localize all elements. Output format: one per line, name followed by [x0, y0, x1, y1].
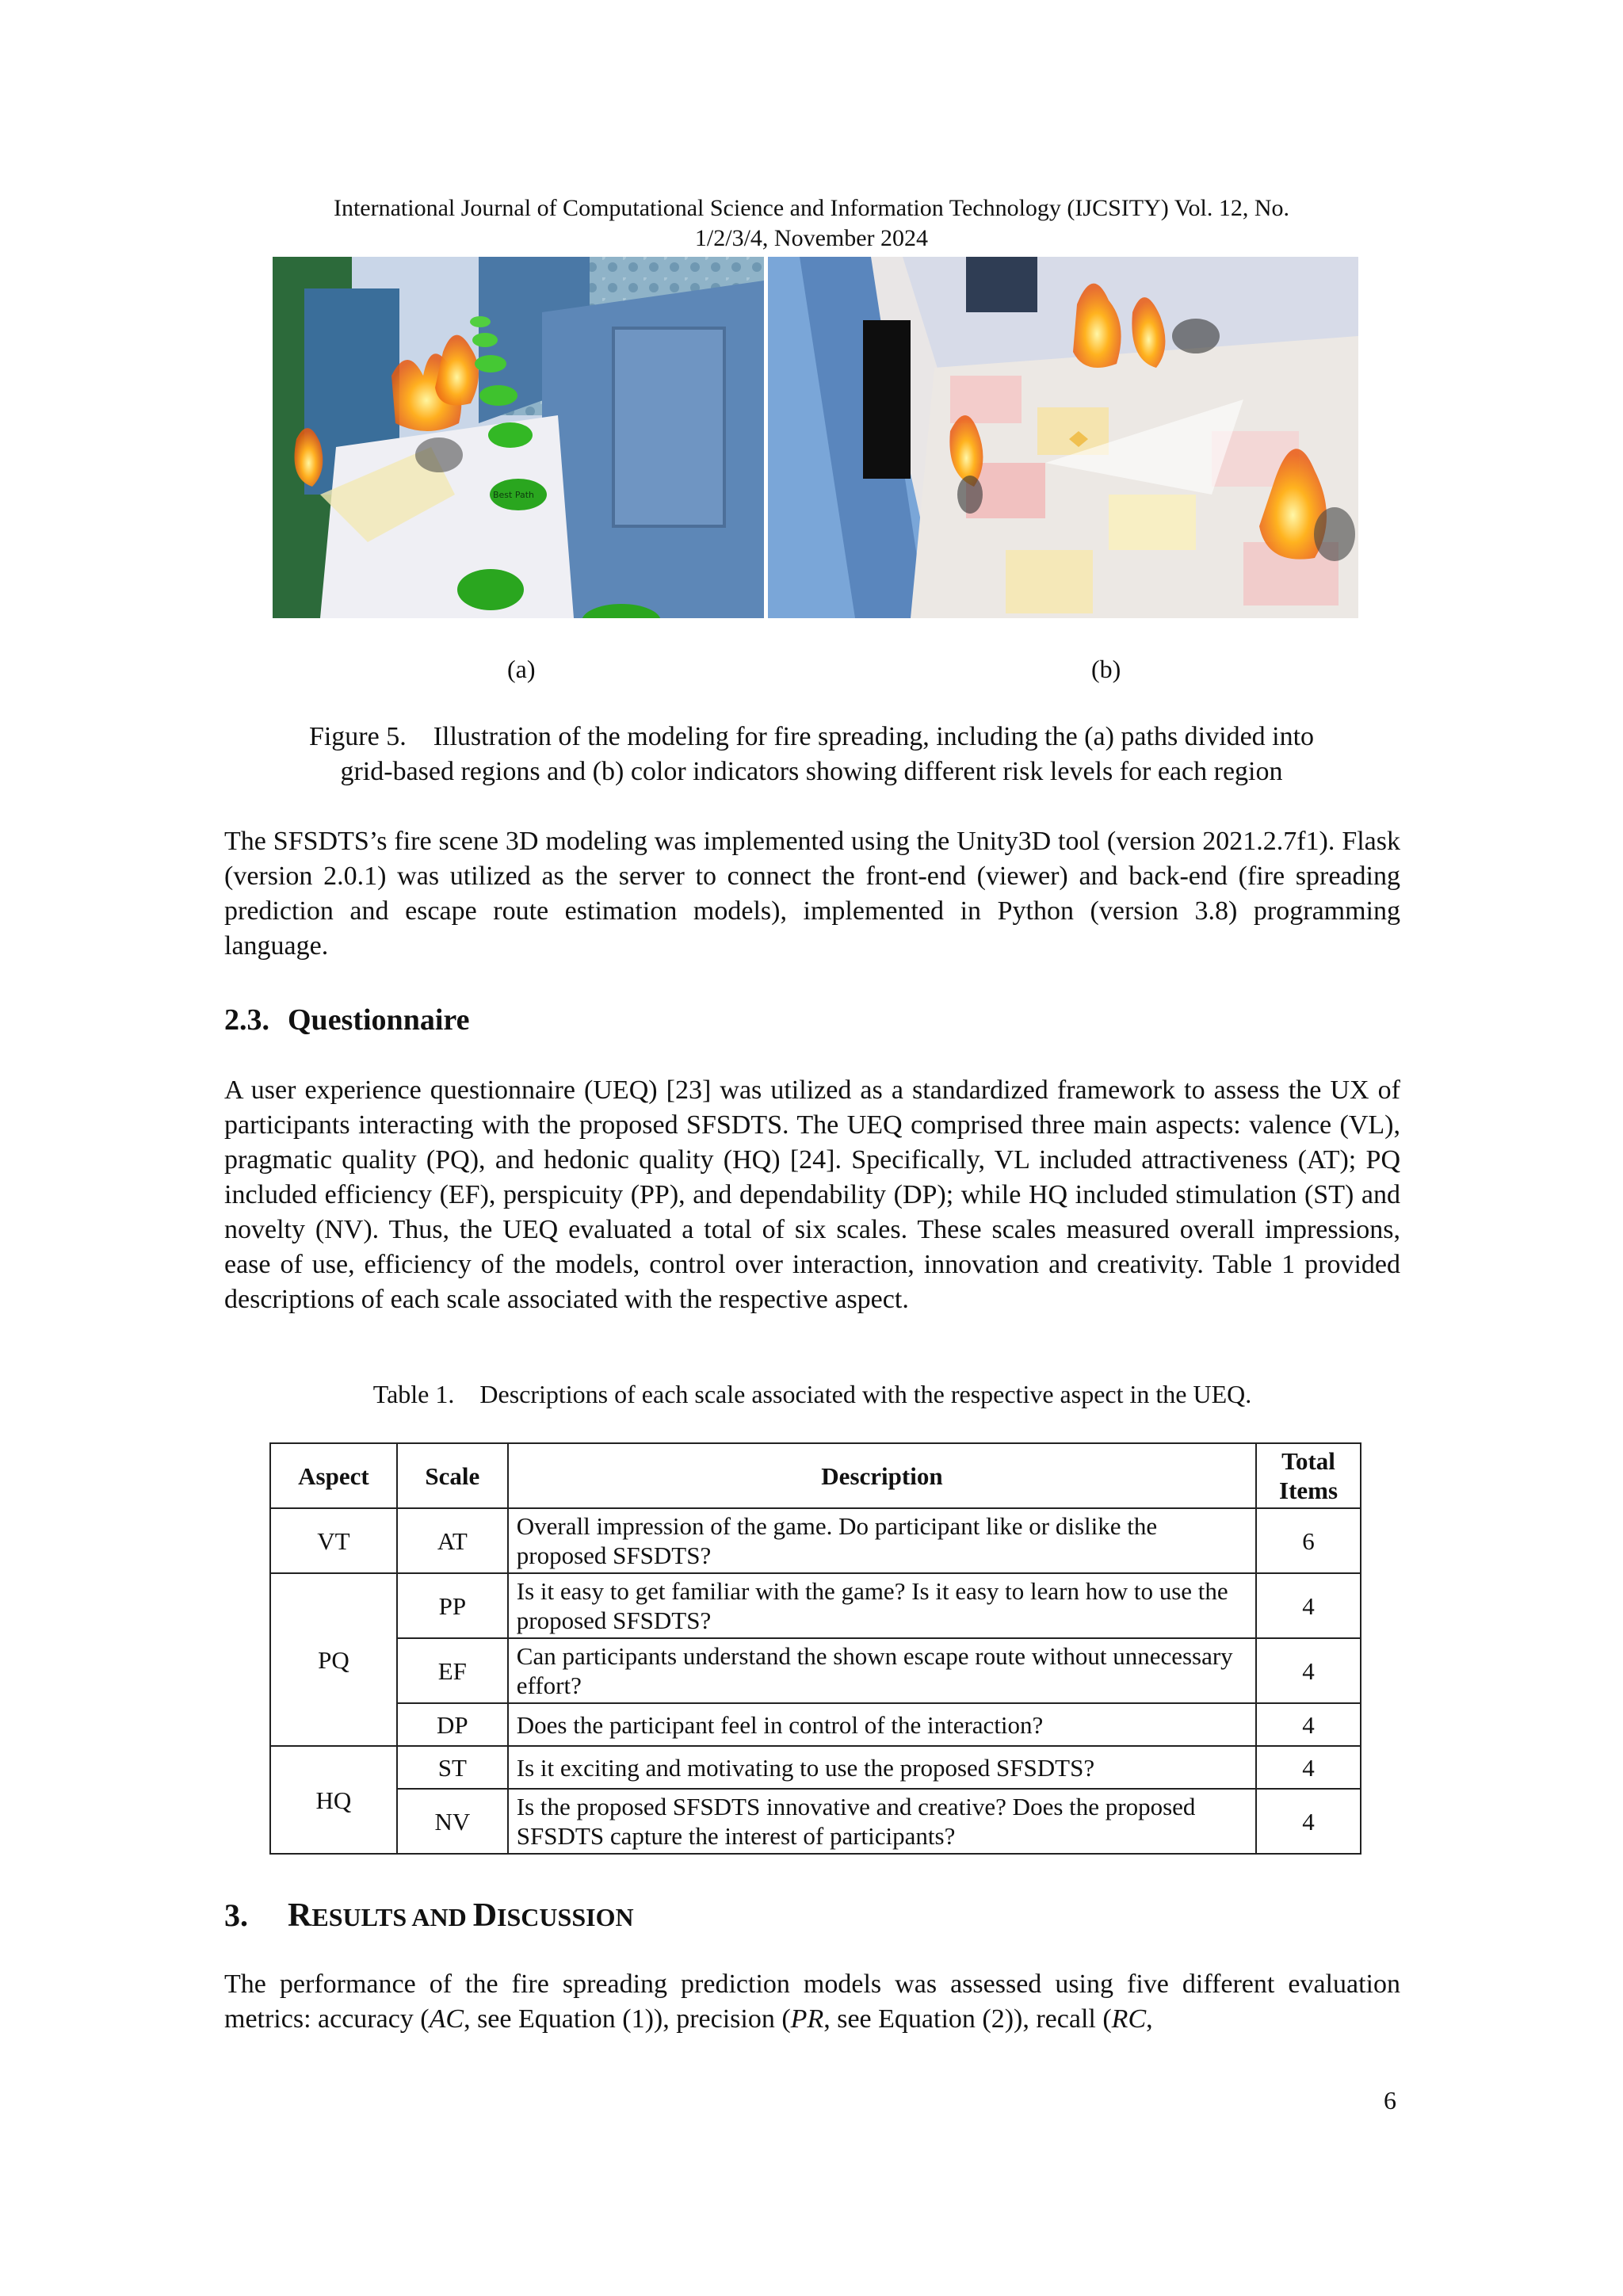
- results-text-b: , see Equation (1)), precision (: [464, 2004, 791, 2034]
- ueq-table: [269, 1442, 1361, 1855]
- table-row: [270, 1573, 1361, 1638]
- cell-total: 4: [1256, 1638, 1361, 1703]
- table-caption: Table 1. Descriptions of each scale associated with the respective aspect in the UEQ.: [372, 1380, 1252, 1408]
- cell-scale: PP: [397, 1573, 508, 1638]
- cell-description: Does the participant feel in control of the interaction?: [508, 1703, 1256, 1746]
- header-scale: Scale: [397, 1443, 508, 1508]
- section3-d: D: [472, 1897, 498, 1934]
- paragraph-ueq-text: A user experience questionnaire (UEQ) [23] was utilized as a standardized framework to assess the UX of participants interacting with the proposed SFSDTS. The UEQ comprised three main aspects: valence (VL), pragmatic quality (PQ), and hedonic quality (HQ) [24]. Specifically, VL included attractiveness (AT); PQ included efficiency (EF), perspicuity (PP), and dependability (DP); while HQ included stimulation (ST) and novelty (NV). Thus, the UEQ evaluated a total of six scales. These scales measured overall impressions, ease of use, efficiency of the models, control over interaction, innovation and creativity. Table 1 provided descriptions of each scale associated with the respective aspect.: [224, 1075, 1400, 1314]
- section3-r: R: [288, 1897, 312, 1934]
- cell-total: 6: [1256, 1508, 1361, 1573]
- cell-scale: DP: [397, 1703, 508, 1746]
- section-number: 2.3.: [224, 1003, 269, 1037]
- results-text-c: , see Equation (2)), recall (: [823, 2004, 1112, 2034]
- cell-total: 4: [1256, 1573, 1361, 1638]
- cell-scale: NV: [397, 1789, 508, 1854]
- paragraph-results-text: [224, 1967, 1400, 2037]
- results-text-a: The performance of the fire spreading prediction models was assessed using five different evaluation metrics: accuracy (: [224, 1969, 1400, 2034]
- cell-total: 4: [1256, 1703, 1361, 1746]
- cell-description: Is the proposed SFSDTS innovative and creative? Does the proposed SFSDTS capture the interest of participants?: [508, 1789, 1256, 1854]
- section-heading-questionnaire: [224, 1003, 469, 1037]
- cell-scale: EF: [397, 1638, 508, 1703]
- cell-description: Is it easy to get familiar with the game? Is it easy to learn how to use the proposed SFSDTS?: [508, 1573, 1256, 1638]
- metric-rc: RC: [1111, 2004, 1147, 2034]
- section3-iscussion: ISCUSSION: [497, 1903, 634, 1931]
- figure-5b-image: [768, 257, 1358, 618]
- table-row: [270, 1638, 1361, 1703]
- cell-total: 4: [1256, 1746, 1361, 1789]
- cell-scale: ST: [397, 1746, 508, 1789]
- cell-description: Can participants understand the shown escape route without unnecessary effort?: [508, 1638, 1256, 1703]
- metric-pr: PR: [790, 2004, 824, 2034]
- figure-caption-line2: grid-based regions and (b) color indicators showing different risk levels for each region: [340, 757, 1283, 786]
- best-path-marker-text: Best Path: [492, 490, 535, 500]
- header-total-line2: Items: [1279, 1477, 1338, 1504]
- journal-header-line1: International Journal of Computational Science and Information Technology (IJCSITY) Vol. 12, No.: [333, 195, 1289, 221]
- header-total-line1: Total: [1281, 1447, 1335, 1475]
- figure-caption: [238, 720, 1385, 789]
- cell-total: 4: [1256, 1789, 1361, 1854]
- section3-number: 3.: [224, 1897, 248, 1933]
- cell-description: Overall impression of the game. Do participant like or dislike the proposed SFSDTS?: [508, 1508, 1256, 1573]
- journal-header-line2: 1/2/3/4, November 2024: [694, 225, 929, 251]
- cell-aspect: PQ: [270, 1573, 397, 1746]
- paragraph-results: [224, 1967, 1400, 2037]
- table-row: [270, 1746, 1361, 1789]
- figure-5a-image: [273, 257, 764, 618]
- section-heading-results: [224, 1897, 634, 1935]
- table-header-row: [270, 1443, 1361, 1508]
- table-row: [270, 1703, 1361, 1746]
- figure-label-b: (b): [1091, 655, 1121, 683]
- metric-ac: AC: [429, 2004, 464, 2034]
- header-description: Description: [508, 1443, 1256, 1508]
- page-number: 6: [1384, 2086, 1396, 2115]
- cell-scale: AT: [397, 1508, 508, 1573]
- journal-header: [0, 193, 1623, 254]
- paragraph-implementation-text: The SFSDTS’s fire scene 3D modeling was implemented using the Unity3D tool (version 2021.2.7f1). Flask (version 2.0.1) was utilized as the server to connect the front-end (viewer) and back-end (fire spreading prediction and escape route estimation models), implemented in Python (version 3.8) programming language.: [224, 827, 1400, 961]
- table-row: [270, 1789, 1361, 1854]
- section-title: Questionnaire: [288, 1003, 470, 1037]
- cell-description: Is it exciting and motivating to use the proposed SFSDTS?: [508, 1746, 1256, 1789]
- cell-aspect: HQ: [270, 1746, 397, 1854]
- table-row: [270, 1508, 1361, 1573]
- cell-aspect: VT: [270, 1508, 397, 1573]
- figure-label-a: (a): [507, 655, 536, 683]
- figure-caption-line1: Figure 5. Illustration of the modeling for fire spreading, including the (a) paths divided into: [308, 722, 1315, 751]
- paragraph-ueq: [224, 1073, 1400, 1317]
- header-total-items: [1256, 1443, 1361, 1508]
- section3-esults: ESULTS AND: [311, 1903, 473, 1931]
- results-text-d: ,: [1146, 2004, 1153, 2034]
- header-aspect: Aspect: [270, 1443, 397, 1508]
- paragraph-implementation: [224, 824, 1400, 964]
